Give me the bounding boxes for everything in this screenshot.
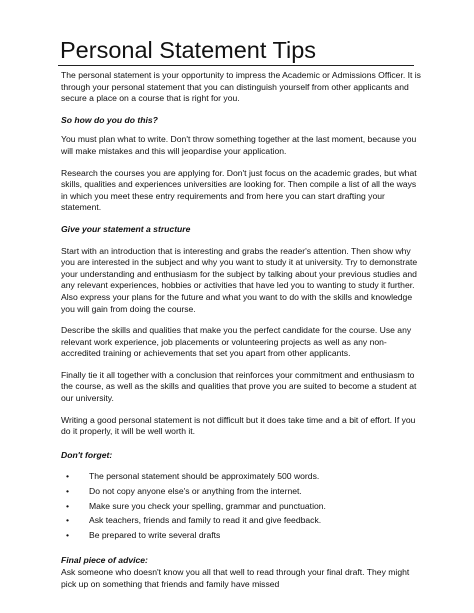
title-underline: [58, 65, 414, 66]
structure-paragraph-1: Start with an introduction that is interesting and grabs the reader's attention. Then show why you are interested in the subject and why you want to study it at university. Try to demonstrate your understanding and enthusiasm for the subject by talking about your previous studies and any relevant experiences, hobbies or activities that have led you to wanting to study it further. Also express your plans for the future and what you want to do with the skills and knowledge you will gain from doing the course.: [61, 245, 418, 314]
structure-paragraph-3: Finally tie it all together with a conclusion that reinforces your commitment and enthusiasm to the course, as well as the skills and qualities that prove you are suited to become a student at our university.: [61, 369, 417, 404]
how-paragraph-1: You must plan what to write. Don't throw something together at the last moment, because you will make mistakes and this will jeopardise your application.: [61, 134, 417, 156]
list-item: [61, 471, 421, 483]
page-title: Personal Statement Tips: [60, 37, 317, 63]
list-item-text: Make sure you check your spelling, grammar and punctuation.: [89, 500, 326, 511]
list-item: [61, 486, 421, 498]
section-heading-structure: Give your statement a structure: [61, 223, 191, 234]
list-item: [61, 515, 421, 527]
advice-paragraph: Ask someone who doesn't know you all that well to read through your final draft. They might pick up on something that friends and family have missed: [61, 567, 410, 589]
list-item-text: Ask teachers, friends and family to read it and give feedback.: [89, 515, 322, 526]
list-item-text: Do not copy anyone else's or anything from the internet.: [89, 486, 302, 497]
bullet-icon: •: [66, 529, 70, 540]
list-item: [61, 501, 421, 513]
dont-forget-list: [61, 471, 421, 541]
section-heading-how: So how do you do this?: [61, 114, 158, 125]
bullet-icon: •: [66, 515, 70, 526]
bullet-icon: •: [66, 500, 70, 511]
structure-paragraph-2: Describe the skills and qualities that make you the perfect candidate for the course. Use any relevant work experience, job placements or volunteering projects as well as any non-accredited training or achievements that set you apart from other applicants.: [61, 325, 412, 359]
section-heading-advice: Final piece of advice:: [61, 555, 148, 566]
bullet-icon: •: [66, 471, 70, 482]
structure-paragraph-4: Writing a good personal statement is not difficult but it does take time and a bit of effort. If you do it properly, it will be well worth it.: [61, 414, 416, 437]
list-item-text: Be prepared to write several drafts: [89, 529, 221, 540]
bullet-icon: •: [66, 486, 70, 497]
list-item: [61, 530, 421, 542]
document-body: [61, 70, 421, 590]
how-paragraph-2: Research the courses you are applying for. Don't just focus on the academic grades, but what skills, qualities and experiences universities are looking for. Then compile a list of all the ways in which you meet these entry requirements and from here you can start drafting your statement.: [61, 167, 417, 213]
intro-paragraph: The personal statement is your opportunity to impress the Academic or Admissions Officer. It is through your personal statement that you can distinguish yourself from other applicants and secure a place on a course that is right for you.: [61, 70, 421, 104]
section-heading-dont-forget: Don't forget:: [61, 449, 113, 460]
list-item-text: The personal statement should be approximately 500 words.: [89, 471, 320, 482]
